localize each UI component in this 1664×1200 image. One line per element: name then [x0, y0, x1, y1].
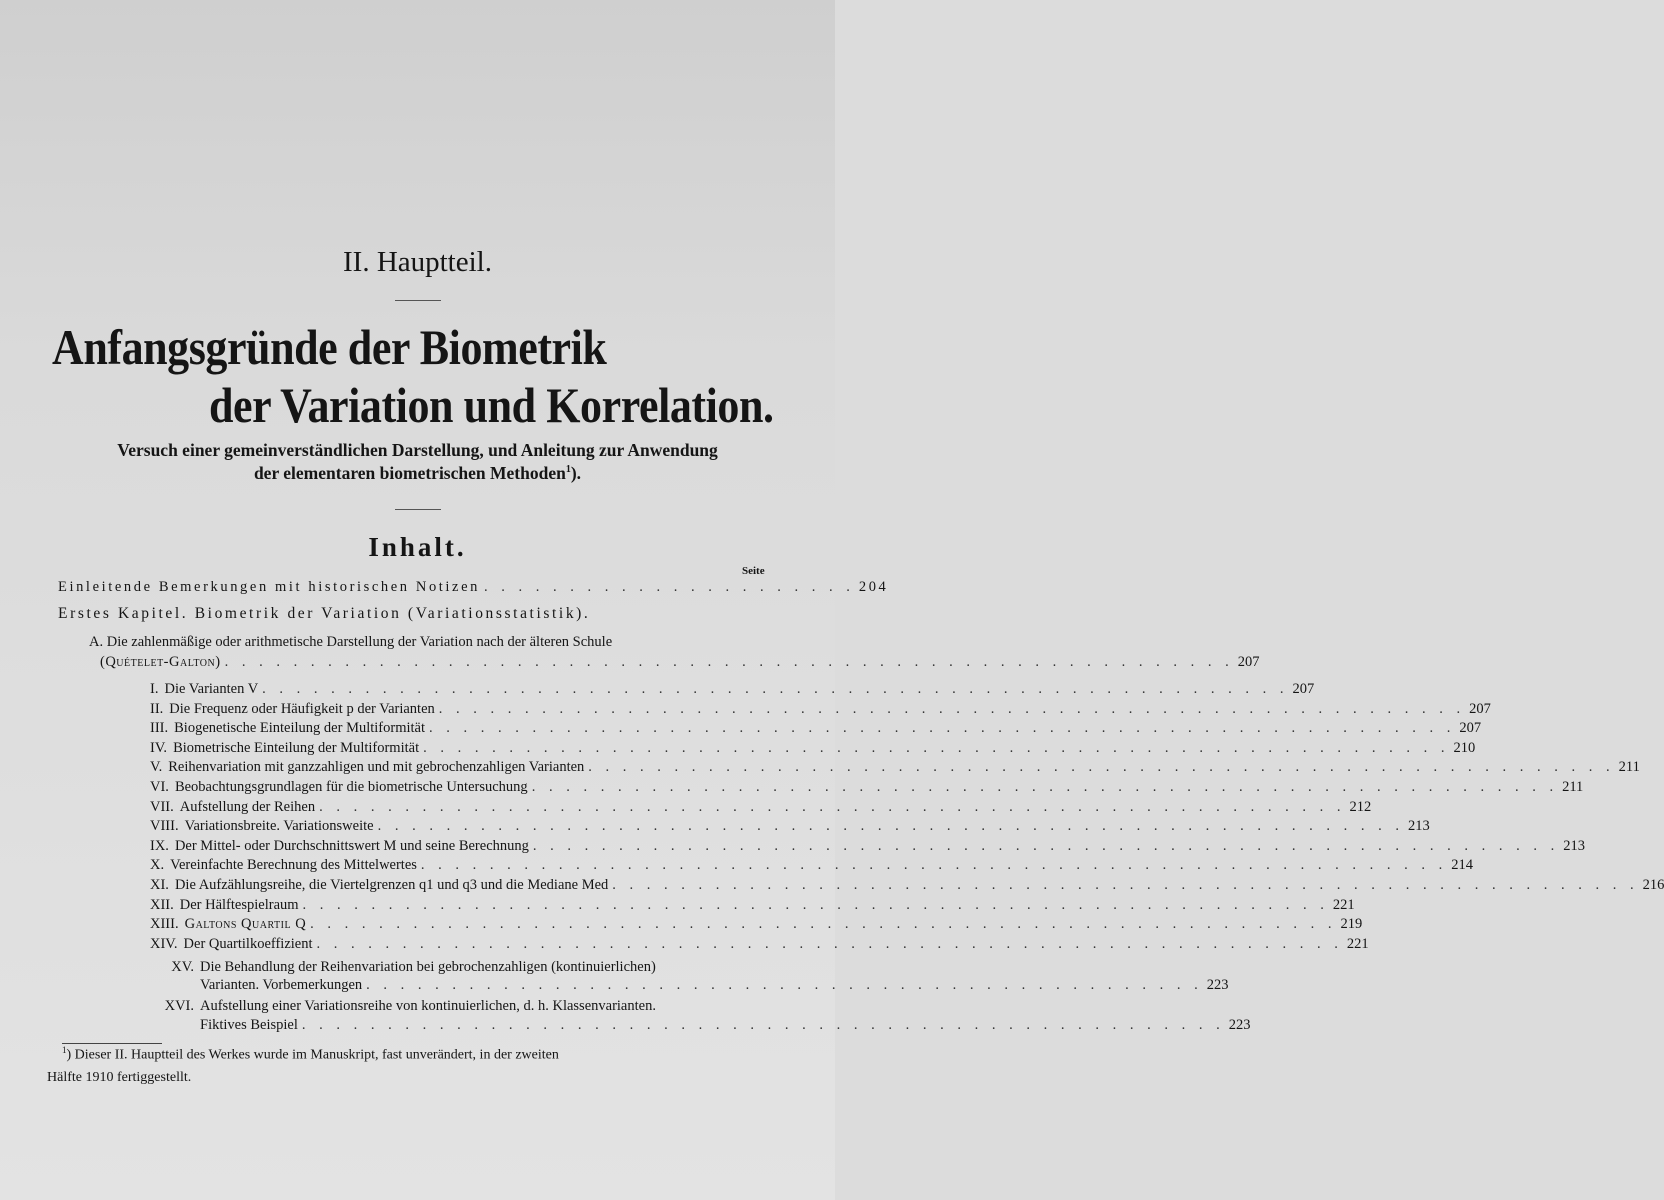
- toc-intro-row: Einleitende Bemerkungen mit historischen Notizen . . . . . . . . . . . . . . . . . . . . . . 204: [58, 579, 889, 595]
- leader-dots: . . . . . . . . . . . . . . . . . . . . . . . . . . . . . . . . . . . . . . . . . . . . . . . . . . . . . .: [301, 1017, 1225, 1033]
- leader-dots: . . . . . . . . . . . . . . . . . . . . . . . . . . . . . . . . . . . . . . . . . . . . . . . . . . . . . . . . . . . .: [302, 896, 1329, 913]
- toc-item-page: 210: [1453, 739, 1476, 756]
- page-column-label: Seite: [742, 565, 765, 577]
- toc-item: [150, 679, 1315, 698]
- leader-dots: . . . . . . . . . . . . . . . . . . . . . . . . . . . . . . . . . . . . . . . . . . . . . . . . . . . . . . . . . . . .: [420, 857, 1448, 874]
- toc-item-text: Aufstellung der Reihen: [179, 798, 316, 815]
- toc-item: [150, 797, 1372, 816]
- toc-item-page: 213: [1563, 837, 1586, 854]
- toc-item-page: 211: [1618, 759, 1640, 776]
- toc-item-text: Galtons Quartil Q: [184, 916, 307, 933]
- leader-dots: . . . . . . . . . . . . . . . . . . . . . . . . . . . . . . . . . . . . . . . . . . . . . . . . . . . . . . . . . . . .: [319, 798, 1346, 815]
- toc-item-xvi: XVI. Aufstellung einer Variationsreihe von kontinuierlichen, d. h. Klassenvarianten.: [164, 998, 656, 1014]
- leader-dots: . . . . . . . . . . . . . . . . . . . . . . . . . . . . . . . . . . . . . . . . . . . . . . . . . . . . . . . . . . . .: [310, 916, 1337, 933]
- toc-item-text: Der Hälftespielraum: [179, 896, 299, 913]
- leader-dots: . . . . . . . . . . . . . . . . . . . . . . . . . . . . . . . . . . . . . . . . . . . . . . . . . . . . . . . . . . . .: [429, 720, 1456, 737]
- toc-item-page: 216: [1642, 877, 1664, 893]
- subtitle-line-1: Versuch einer gemeinverständlichen Darstellung, und Anleitung zur Anwendung: [117, 440, 718, 460]
- toc-item-number: XIV.: [150, 935, 178, 952]
- leader-dots: . . . . . . . . . . . . . . . . . . . . . . . . . . . . . . . . . . . . . . . . . . . . . . . . . . . . . . . . . . . .: [438, 700, 1466, 717]
- toc-item: [150, 777, 1584, 796]
- toc-item-xv-cont: Varianten. Vorbemerkungen . . . . . . . . . . . . . . . . . . . . . . . . . . . . . . . . . . . . . . . . . . . . . . . . . 223: [200, 977, 1229, 993]
- footnote-rule: [62, 1043, 162, 1044]
- toc-item: [150, 934, 1369, 953]
- toc-item-page: 221: [1346, 935, 1369, 952]
- toc-item: [150, 855, 1474, 874]
- leader-dots: . . . . . . . . . . . . . . . . . . . . . . . . . . . . . . . . . . . . . . . . . . . . . . . . . . . . . . . . . . . .: [262, 681, 1289, 697]
- toc-item-number: VIII.: [150, 818, 179, 835]
- toc-item-text: Reihenvariation mit ganzzahligen und mit gebrochenzahligen Varianten: [168, 759, 585, 776]
- toc-item: [150, 836, 1586, 855]
- toc-item-page: 207: [1459, 720, 1482, 737]
- subtitle-line-2: der elementaren biometrischen Methoden$^1$).: [253, 463, 582, 483]
- section-a-row: (Quételet-Galton) . . . . . . . . . . . . . . . . . . . . . . . . . . . . . . . . . . . . . . . . . . . . . . . . . . . . . . . . . . . 207: [100, 654, 1260, 670]
- toc-item-number: III.: [150, 720, 169, 737]
- leader-dots: . . . . . . . . . . . . . . . . . . . . . . . . . . . . . . . . . . . . . . . . . . . . . . . . . . . . . . . . . . . .: [532, 837, 1560, 854]
- toc-item-number: II.: [150, 700, 164, 717]
- toc-item-page: 211: [1562, 779, 1584, 795]
- toc-heading: Inhalt.: [368, 532, 467, 562]
- leader-dots: . . . . . . . . . . . . . . . . . . . . . . . . . . . . . . . . . . . . . . . . . . . . . . . . . . . . . . . . . . . .: [612, 877, 1639, 893]
- toc-item-text: Biogenetische Einteilung der Multiformität: [174, 720, 426, 737]
- toc-item-page: 212: [1349, 798, 1372, 815]
- leader-dots: . . . . . . . . . . . . . . . . . . . . . . . . . . . . . . . . . . . . . . . . . . . . . . . . . . . . . . . . . . . .: [377, 818, 1404, 835]
- footnote-line-2: Hälfte 1910 fertiggestellt.: [47, 1070, 192, 1085]
- leader-dots: . . . . . . . . . . . . . . . . . . . . . . . . . . . . . . . . . . . . . . . . . . . . . . . . . . . . . . . . . . . .: [423, 739, 1450, 756]
- toc-item-page: 207: [1292, 681, 1315, 697]
- toc-item-number: X.: [150, 857, 165, 874]
- toc-item-text: Beobachtungsgrundlagen für die biometrische Untersuchung: [174, 779, 528, 795]
- toc-item-number: XIII.: [150, 916, 179, 933]
- leader-dots: . . . . . . . . . . . . . . . . . . . . . . . . . . . . . . . . . . . . . . . . . . . . . . . . . . . . . . . . . . . .: [588, 759, 1615, 776]
- title-line-2: der Variation und Korrelation.: [209, 377, 774, 433]
- leader-dots: . . . . . . . . . . . . . . . . . . . . . .: [483, 579, 855, 595]
- leader-dots: . . . . . . . . . . . . . . . . . . . . . . . . . . . . . . . . . . . . . . . . . . . . . . . . . . . . . . . . . . .: [224, 654, 1234, 670]
- divider: [395, 509, 441, 510]
- toc-item-text: Vereinfachte Berechnung des Mittelwertes: [170, 857, 417, 874]
- toc-item-number: VI.: [150, 779, 169, 795]
- toc-item-text: Die Frequenz oder Häufigkeit p der Varianten: [169, 700, 435, 717]
- toc-item-page: 221: [1332, 896, 1355, 913]
- toc-item-number: IX.: [150, 837, 169, 854]
- toc-item-text: Biometrische Einteilung der Multiformität: [173, 739, 420, 756]
- section-a-line-1: A. Die zahlenmäßige oder arithmetische Darstellung der Variation nach der älteren Schule: [89, 634, 613, 650]
- toc-item: [150, 699, 1491, 718]
- leader-dots: . . . . . . . . . . . . . . . . . . . . . . . . . . . . . . . . . . . . . . . . . . . . . . . . . . . . . . . . . . . .: [316, 935, 1343, 952]
- toc-item: [150, 718, 1482, 737]
- toc-item-text: Der Quartilkoeffizient: [183, 935, 313, 952]
- footnote-line-1: $^1$) Dieser II. Hauptteil des Werkes wurde im Manuskript, fast unverändert, in der zweiten: [62, 1045, 559, 1063]
- toc-item: [150, 875, 1664, 894]
- title-line-1: Anfangsgründe der Biometrik: [52, 319, 607, 375]
- leader-dots: . . . . . . . . . . . . . . . . . . . . . . . . . . . . . . . . . . . . . . . . . . . . . . . . . . . . . . . . . . . .: [531, 779, 1559, 795]
- toc-item: [150, 895, 1355, 914]
- toc-item-xv: XV. Die Behandlung der Reihenvariation bei gebrochenzahligen (kontinuierlichen): [171, 959, 656, 975]
- toc-item: [150, 738, 1476, 757]
- toc-item: [150, 914, 1363, 933]
- toc-chapter: Erstes Kapitel. Biometrik der Variation (Variationsstatistik).: [58, 605, 591, 622]
- toc-item-number: IV.: [150, 739, 168, 756]
- leader-dots: . . . . . . . . . . . . . . . . . . . . . . . . . . . . . . . . . . . . . . . . . . . . . . . . .: [366, 977, 1203, 993]
- toc-item-text: Die Aufzählungsreihe, die Viertelgrenzen q1 und q3 und die Mediane Med: [174, 877, 609, 893]
- toc-item-page: 207: [1469, 700, 1491, 717]
- toc-item-xvi-cont: Fiktives Beispiel . . . . . . . . . . . . . . . . . . . . . . . . . . . . . . . . . . . . . . . . . . . . . . . . . . . . . . 223: [200, 1017, 1251, 1033]
- toc-item-page: 214: [1451, 857, 1474, 874]
- toc-item-text: Variationsbreite. Variationsweite: [184, 818, 374, 835]
- divider: [395, 300, 441, 301]
- toc-item-text: Der Mittel- oder Durchschnittswert M und seine Berechnung: [174, 837, 529, 854]
- toc-item-number: VII.: [150, 798, 174, 815]
- toc-item: [150, 757, 1640, 776]
- toc-item-number: XI.: [150, 877, 169, 893]
- toc-item-number: I.: [150, 681, 159, 697]
- toc-item-page: 219: [1340, 916, 1363, 933]
- part-heading: II. Hauptteil.: [343, 246, 492, 278]
- toc-item-number: V.: [150, 759, 163, 776]
- toc-item-page: 213: [1407, 818, 1430, 835]
- toc-item-number: XII.: [150, 896, 174, 913]
- toc-item-text: Die Varianten V: [164, 681, 259, 697]
- toc-item: [150, 816, 1430, 835]
